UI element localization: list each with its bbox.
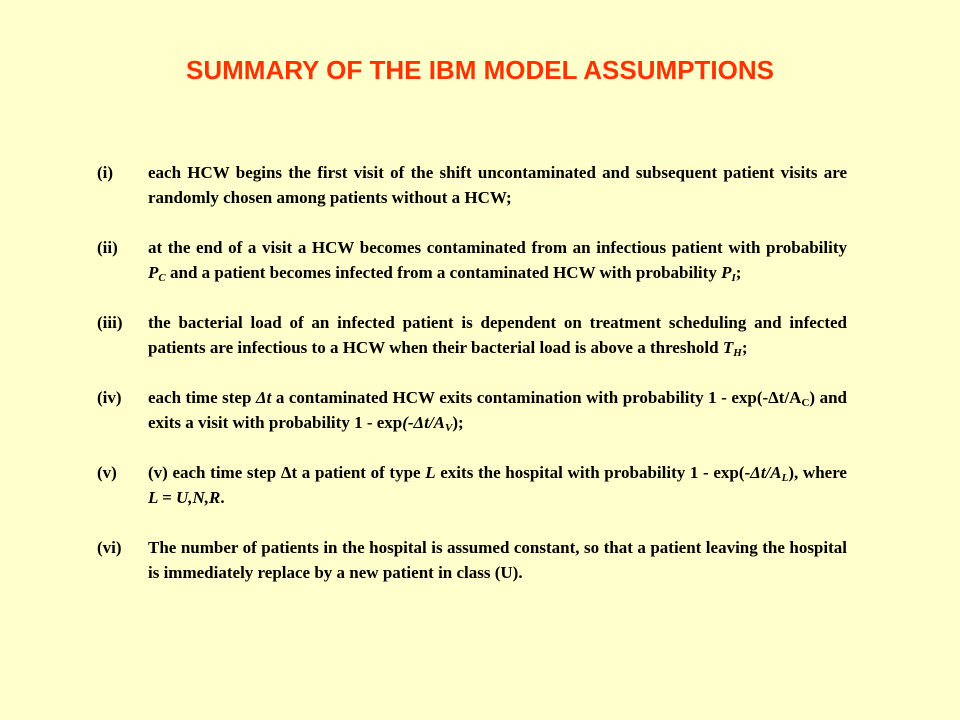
symbol-where: L = U,N,R	[148, 487, 221, 507]
symbol-dt: Δt	[255, 388, 272, 407]
assumption-item-vi	[97, 536, 847, 585]
text-segment: ;	[735, 262, 742, 282]
assumption-item-v	[97, 461, 847, 510]
assumption-number: (vi)	[97, 538, 122, 557]
symbol-l: L	[425, 463, 436, 482]
assumption-item-ii	[97, 236, 847, 285]
assumption-item-i	[97, 161, 847, 210]
assumption-text	[148, 461, 847, 510]
symbol-letter: P	[721, 262, 732, 282]
assumption-number: (i)	[97, 163, 114, 182]
assumption-number: (v)	[97, 463, 117, 482]
symbol-expr	[402, 413, 452, 432]
symbol-letter: T	[722, 337, 734, 357]
text-segment: );	[452, 412, 464, 432]
text-segment: ), where	[788, 463, 847, 482]
assumption-list	[97, 161, 847, 611]
text-segment: (v) each time step Δt a patient of type	[148, 463, 426, 482]
assumption-text	[148, 311, 847, 360]
symbol-pi	[721, 263, 736, 282]
symbol-subscript: H	[733, 346, 742, 359]
assumption-number: (iii)	[97, 313, 123, 332]
text-segment: exits the hospital with probability 1 - exp(-	[435, 463, 751, 482]
symbol-subscript: L	[781, 472, 789, 484]
symbol-letter: Δt/A	[750, 463, 782, 482]
text-segment: ) and exits a visit with probability 1 - exp	[148, 388, 847, 432]
slide-title: SUMMARY OF THE IBM MODEL ASSUMPTIONS	[186, 55, 774, 85]
symbol-subscript: I	[731, 271, 736, 284]
text-segment: a contaminated HCW exits contamination with probability 1 - exp(-Δt/A	[271, 388, 802, 407]
symbol-subscript: V	[445, 421, 453, 434]
symbol-subscript: C	[158, 271, 166, 284]
text-segment: .	[220, 487, 225, 507]
text-segment: ;	[741, 337, 748, 357]
assumption-item-iv	[97, 386, 847, 435]
text-segment: the bacterial load of an infected patient is dependent on treatment scheduling and infected patients are infectious to a HCW when their bacterial load is above a threshold	[148, 313, 847, 357]
text-segment: at the end of a visit a HCW becomes contaminated from an infectious patient with probability	[148, 238, 847, 257]
symbol-pc	[148, 263, 166, 282]
text-segment: each time step	[148, 388, 256, 407]
assumption-number: (iv)	[97, 388, 122, 407]
symbol-expr	[750, 463, 788, 482]
symbol-th	[723, 338, 742, 357]
text-segment: and a patient becomes infected from a contaminated HCW with probability	[165, 262, 722, 282]
assumption-text: The number of patients in the hospital is assumed constant, so that a patient leaving the hospital is immediately replace by a new patient in class (U).	[148, 538, 847, 582]
symbol-letter: (-Δt/A	[402, 412, 445, 432]
symbol-letter: P	[148, 262, 159, 282]
assumption-item-iii	[97, 311, 847, 360]
symbol-subscript: C	[801, 397, 810, 409]
assumption-text	[148, 236, 847, 285]
assumption-number: (ii)	[97, 238, 118, 257]
assumption-text: each HCW begins the first visit of the shift uncontaminated and subsequent patient visits are randomly chosen among patients without a HCW;	[148, 163, 847, 207]
assumption-text	[148, 386, 847, 435]
